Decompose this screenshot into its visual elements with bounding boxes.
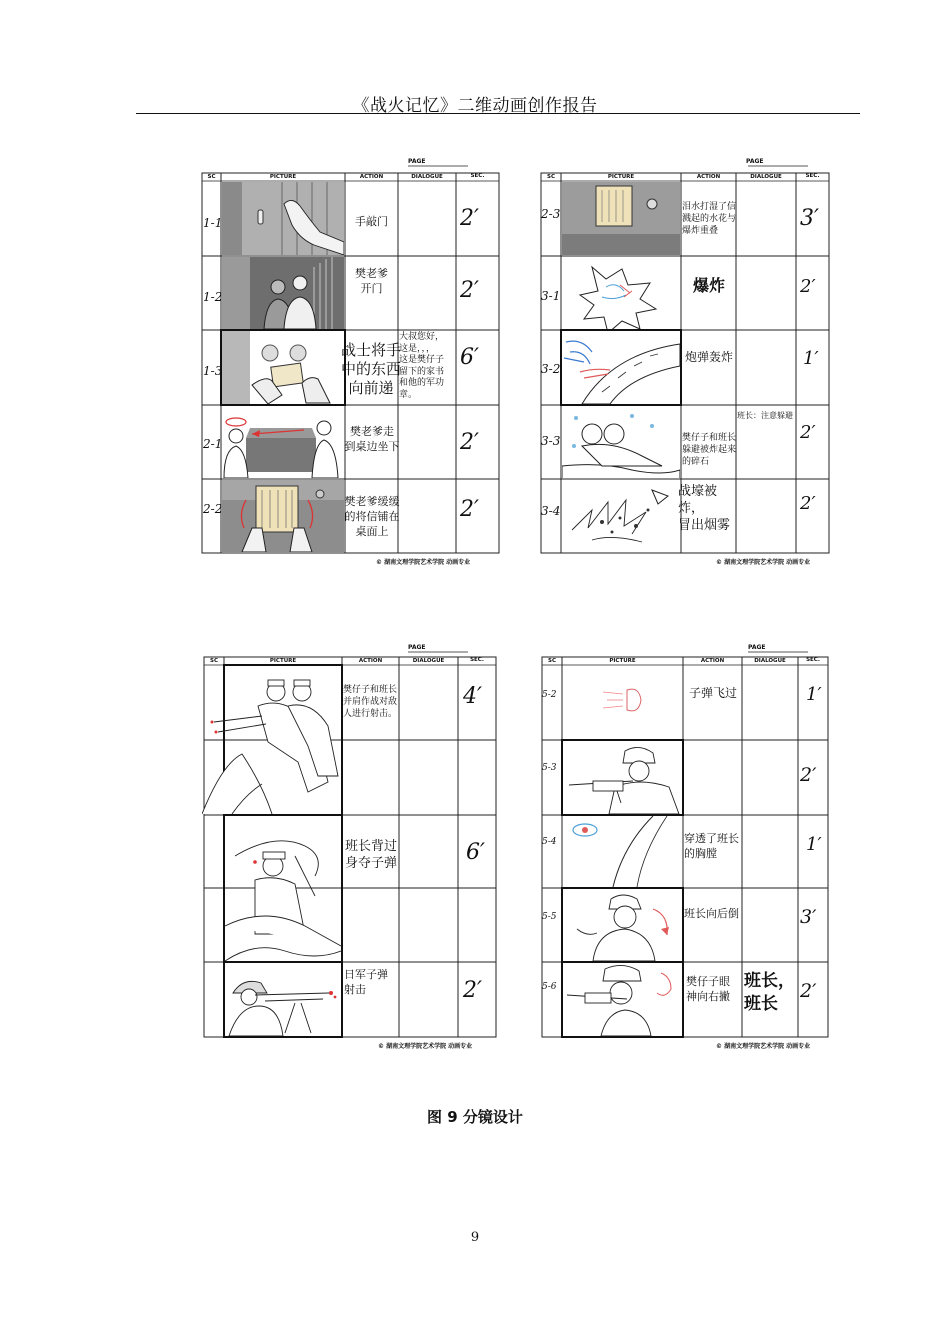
panel-walk-to-table	[222, 406, 344, 478]
header-picture: PICTURE	[609, 658, 636, 664]
page-label: PAGE	[746, 158, 764, 165]
page-label: PAGE	[748, 644, 766, 651]
scene-number: 3-3	[541, 434, 561, 448]
sheet-footer: © 湖南文理学院艺术学院 动画专业	[378, 1043, 473, 1050]
action-text: 樊老爹 开门	[355, 267, 388, 295]
sheet-footer: © 湖南文理学院艺术学院 动画专业	[716, 1043, 811, 1050]
duration-seconds: 2′	[800, 764, 817, 786]
action-text: 樊老爹缓缓 的将信铺在 桌面上	[344, 495, 400, 538]
header-dialogue: DIALOGUE	[754, 658, 786, 664]
scene-number: 2-1	[203, 437, 223, 451]
header-dialogue: DIALOGUE	[750, 174, 782, 180]
duration-seconds: 2′	[463, 978, 482, 1003]
header-rule	[136, 113, 860, 114]
scene-number: 2-2	[203, 502, 223, 516]
scene-number: 2-3	[541, 207, 561, 221]
duration-seconds: 3′	[800, 906, 817, 928]
duration-seconds: 6′	[460, 345, 479, 370]
panel-chest-pierced	[563, 816, 682, 887]
dialogue-text: 班长：注意躲避	[737, 411, 793, 420]
dialogue-text: 大叔您好， 这是，，， 这是樊仔子 留下的家书 和他的军功 章。	[399, 332, 445, 400]
storyboard-sheet-4	[518, 620, 848, 1070]
action-text: 樊仔子和班长 躲避被炸起来 的碎石	[682, 433, 737, 467]
header-dialogue: DIALOGUE	[412, 658, 445, 664]
duration-seconds: 1′	[806, 834, 822, 855]
header-picture: PICTURE	[269, 658, 297, 664]
scene-number: 1-1	[203, 216, 223, 230]
header-action: ACTION	[700, 658, 725, 664]
panel-spread-letter	[222, 480, 344, 552]
duration-seconds: 2′	[800, 980, 817, 1002]
panel-hand-over-letter	[222, 331, 344, 404]
panel-dodge-debris	[562, 406, 680, 478]
report-header-title: 《战火记忆》二维动画创作报告	[352, 96, 598, 116]
action-text: 穿透了班长 的胸膛	[684, 832, 739, 860]
action-text: 日军子弹 射击	[344, 968, 388, 996]
panel-shelling	[562, 332, 680, 404]
header-picture: PICTURE	[607, 174, 635, 180]
scene-number: 5-3	[542, 763, 557, 773]
duration-seconds: 2′	[460, 430, 479, 455]
scene-number: 3-1	[541, 289, 561, 303]
figure-caption: 图 9 分镜设计	[427, 1108, 523, 1126]
page-label: PAGE	[408, 158, 426, 165]
action-text: 战士将手 中的东西 向前递	[340, 341, 401, 397]
storyboard-sheet-3	[178, 620, 508, 1070]
duration-seconds: 2′	[460, 206, 479, 231]
action-text: 爆炸	[692, 276, 725, 295]
storyboard-sheet-2	[518, 140, 848, 585]
action-text: 班长向后倒	[684, 907, 739, 920]
panel-shoulder-to-shoulder	[202, 666, 342, 814]
header-sec: SEC.	[805, 173, 820, 179]
scene-number: 1-2	[203, 290, 223, 304]
duration-seconds: 4′	[463, 684, 482, 709]
scene-number: 1-3	[203, 364, 223, 378]
header-sc: SC	[547, 174, 555, 180]
panel-japanese-fire	[225, 963, 341, 1036]
panel-tear-letter	[562, 182, 680, 255]
action-text: 樊仔子眼 神向右撇	[686, 975, 730, 1003]
duration-seconds: 2′	[800, 276, 816, 297]
duration-seconds: 2′	[460, 278, 479, 303]
header-picture: PICTURE	[269, 174, 297, 180]
duration-seconds: 2′	[800, 493, 816, 514]
scene-number: 5-4	[542, 837, 557, 847]
duration-seconds: 2′	[800, 422, 816, 443]
header-sec: SEC.	[470, 657, 484, 663]
storyboard-sheet-1	[178, 140, 508, 585]
panel-fall-backward	[563, 889, 682, 961]
sheet-footer: © 湖南文理学院艺术学院 动画专业	[376, 559, 471, 566]
duration-seconds: 1′	[803, 348, 819, 369]
page-label: PAGE	[408, 644, 426, 651]
panel-knock-door	[222, 182, 344, 255]
panel-open-door	[222, 257, 344, 329]
header-sc: SC	[210, 658, 218, 664]
action-text: 樊老爹走 到桌边坐下	[344, 425, 400, 453]
scene-number: 3-2	[541, 362, 561, 376]
action-text: 樊仔子和班长 并肩作战对敌 人进行射击。	[343, 685, 398, 719]
action-text: 战壕被炸， 冒出烟雾	[678, 484, 731, 533]
scene-number: 3-4	[541, 504, 561, 518]
header-sc: SC	[548, 658, 556, 664]
action-text: 炮弹轰炸	[684, 350, 733, 364]
header-action: ACTION	[696, 174, 721, 180]
panel-bullet-flies	[563, 666, 682, 739]
header-action: ACTION	[359, 174, 384, 180]
duration-seconds: 3′	[800, 206, 819, 231]
duration-seconds: 6′	[466, 840, 485, 865]
page-number: 9	[470, 1230, 480, 1245]
panel-glance-right	[563, 963, 682, 1036]
action-text: 班长背过 身夺子弹	[344, 839, 397, 871]
scene-number: 5-2	[542, 690, 557, 700]
sheet-footer: © 湖南文理学院艺术学院 动画专业	[716, 559, 811, 566]
header-dialogue: DIALOGUE	[411, 174, 443, 180]
panel-trench-blast	[562, 480, 680, 552]
action-text: 手敲门	[355, 215, 388, 228]
header-sec: SEC.	[806, 657, 820, 663]
panel-snatch-bullets	[225, 816, 341, 961]
action-text: 泪水打湿了信 溅起的水花与 爆炸重叠	[682, 202, 737, 236]
panel-explosion	[562, 257, 680, 329]
scene-number: 5-6	[542, 982, 557, 992]
duration-seconds: 1′	[806, 684, 822, 705]
header-sec: SEC.	[470, 173, 485, 179]
scene-number: 5-5	[542, 912, 557, 922]
header-action: ACTION	[358, 658, 383, 664]
dialogue-text: 班长， 班长	[744, 971, 795, 1014]
header-sc: SC	[207, 174, 216, 180]
panel-aim-rifle	[563, 741, 682, 814]
duration-seconds: 2′	[460, 497, 479, 522]
action-text: 子弹飞过	[688, 686, 737, 700]
